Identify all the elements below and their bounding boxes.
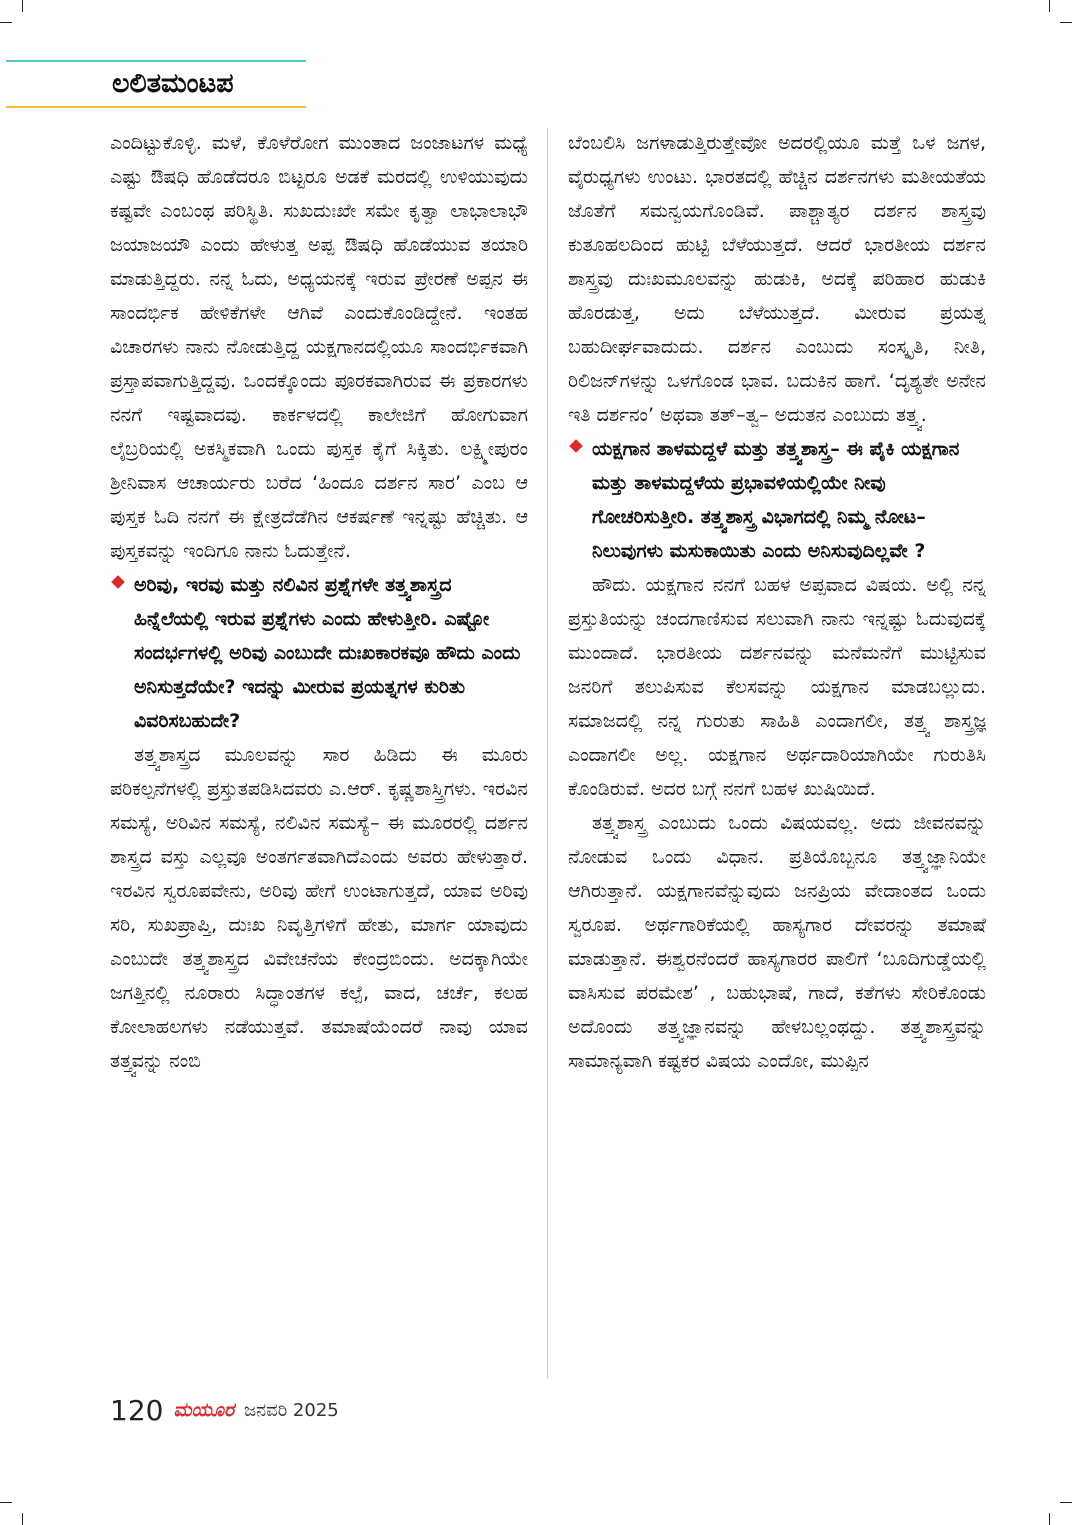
- header-accent-line-top: [6, 60, 306, 62]
- crop-mark: [0, 22, 12, 23]
- crop-mark: [0, 1502, 12, 1503]
- header-accent-line-bottom: [6, 106, 306, 108]
- crop-mark: [1049, 1513, 1050, 1525]
- red-diamond-icon: [111, 575, 125, 589]
- page-number: 120: [110, 1393, 164, 1427]
- question-text: ಯಕ್ಷಗಾನ ತಾಳಮದ್ದಳೆ ಮತ್ತು ತತ್ತ್ವಶಾಸ್ತ್ರ– ಈ ಪೈಕಿ ಯಕ್ಷಗಾನ ಮತ್ತು ತಾಳಮದ್ದಳೆಯ ಪ್ರಭಾವಳಿಯಲ್ಲಿಯೇ ನೀವು ಗೋಚರಿಸುತ್ತೀರಿ. ತತ್ತ್ವಶಾಸ್ತ್ರ ವಿಭಾಗದಲ್ಲಿ ನಿಮ್ಮ ನೋಟ– ನಿಲುವುಗಳು ಮಸುಕಾಯಿತು ಎಂದು ಅನಿಸುವುದಿಲ್ಲವೇ ?: [592, 438, 960, 562]
- question-text: ಅರಿವು, ಇರವು ಮತ್ತು ನಲಿವಿನ ಪ್ರಶ್ನೆಗಳೇ ತತ್ತ್ವಶಾಸ್ತ್ರದ ಹಿನ್ನೆಲೆಯಲ್ಲಿ ಇರುವ ಪ್ರಶ್ನೆಗಳು ಎಂದು ಹೇಳುತ್ತೀರಿ. ಎಷ್ಟೋ ಸಂದರ್ಭಗಳಲ್ಲಿ ಅರಿವು ಎಂಬುದೇ ದುಃಖಕಾರಕವೂ ಹೌದು ಎಂದು ಅನಿಸುತ್ತದೆಯೇ? ಇದನ್ನು ಮೀರುವ ಪ್ರಯತ್ನಗಳ ಕುರಿತು ವಿವರಿಸಬಹುದೇ?: [134, 574, 521, 732]
- article-paragraph: ಹೌದು. ಯಕ್ಷಗಾನ ನನಗೆ ಬಹಳ ಅಪ್ಪವಾದ ವಿಷಯ. ಅಲ್ಲಿ ನನ್ನ ಪ್ರಸ್ತುತಿಯನ್ನು ಚಂದಗಾಣಿಸುವ ಸಲುವಾಗಿ ನಾನು ಇನ್ನಷ್ಟು ಓದುವುದಕ್ಕೆ ಮುಂದಾದೆ. ಭಾರತೀಯ ದರ್ಶನವನ್ನು ಮನೆಮನೆಗೆ ಮುಟ್ಟಿಸುವ ಜನರಿಗೆ ತಲುಪಿಸುವ ಕೆಲಸವನ್ನು ಯಕ್ಷಗಾನ ಮಾಡಬಲ್ಲುದು. ಸಮಾಜದಲ್ಲಿ ನನ್ನ ಗುರುತು ಸಾಹಿತಿ ಎಂದಾಗಲೀ, ತತ್ತ್ವ ಶಾಸ್ತ್ರಜ್ಞ ಎಂದಾಗಲೀ ಅಲ್ಲ. ಯಕ್ಷಗಾನ ಅರ್ಥದಾರಿಯಾಗಿಯೇ ಗುರುತಿಸಿ ಕೊಂಡಿರುವೆ. ಅದರ ಬಗ್ಗೆ ನನಗೆ ಬಹಳ ಖುಷಿಯಿದೆ.: [568, 574, 986, 800]
- crop-mark: [1060, 1502, 1072, 1503]
- article-column-right: [568, 126, 986, 1384]
- article-paragraph: ಎಂದಿಟ್ಟುಕೊಳ್ಳಿ. ಮಳೆ, ಕೊಳೆರೋಗ ಮುಂತಾದ ಜಂಜಾಟಗಳ ಮಧ್ಯೆ ಎಷ್ಟು ಔಷಧಿ ಹೊಡೆದರೂ ಬಿಟ್ಟರೂ ಅಡಕೆ ಮರದಲ್ಲಿ ಉಳಿಯುವುದು ಕಷ್ಟವೇ ಎಂಬಂಥ ಪರಿಸ್ಥಿತಿ. ಸುಖದುಃಖೇ ಸಮೇ ಕೃತ್ವಾ ಲಾಭಾಲಾಭೌ ಜಯಾಜಯೌ ಎಂದು ಹೇಳುತ್ತ ಅಪ್ಪ ಔಷಧಿ ಹೊಡೆಯುವ ತಯಾರಿ ಮಾಡುತ್ತಿದ್ದರು. ನನ್ನ ಓದು, ಅಧ್ಯಯನಕ್ಕೆ ಇರುವ ಪ್ರೇರಣೆ ಅಪ್ಪನ ಈ ಸಾಂದರ್ಭಿಕ ಹೇಳಿಕೆಗಳೇ ಆಗಿವೆ ಎಂದುಕೊಂಡಿದ್ದೇನೆ. ಇಂತಹ ವಿಚಾರಗಳು ನಾನು ನೋಡುತ್ತಿದ್ದ ಯಕ್ಷಗಾನದಲ್ಲಿಯೂ ಸಾಂದರ್ಭಿಕವಾಗಿ ಪ್ರಸ್ತಾಪವಾಗುತ್ತಿದ್ದವು. ಒಂದಕ್ಕೊಂದು ಪೂರಕವಾಗಿರುವ ಈ ಪ್ರಕಾರಗಳು ನನಗೆ ಇಷ್ಟವಾದವು. ಕಾರ್ಕಳದಲ್ಲಿ ಕಾಲೇಜಿಗೆ ಹೋಗುವಾಗ ಲೈಬ್ರರಿಯಲ್ಲಿ ಅಕಸ್ಮಿಕವಾಗಿ ಒಂದು ಪುಸ್ತಕ ಕೈಗೆ ಸಿಕ್ಕಿತು. ಲಕ್ಷ್ಮೀಪುರಂ ಶ್ರೀನಿವಾಸ ಆಚಾರ್ಯರು ಬರೆದ ‘ಹಿಂದೂ ದರ್ಶನ ಸಾರ’ ಎಂಬ ಆ ಪುಸ್ತಕ ಓದಿ ನನಗೆ ಈ ಕ್ಷೇತ್ರದೆಡೆಗಿನ ಆಕರ್ಷಣೆ ಇನ್ನಷ್ಟು ಹೆಚ್ಚಿತು. ಆ ಪುಸ್ತಕವನ್ನು ಇಂದಿಗೂ ನಾನು ಓದುತ್ತೇನೆ.: [110, 132, 528, 562]
- interview-question: [568, 432, 986, 568]
- magazine-logo: ಮಯೂರ: [173, 1399, 235, 1421]
- section-title: ಲಲಿತಮಂಟಪ: [112, 68, 234, 99]
- red-diamond-icon: [569, 439, 583, 453]
- interview-question: [110, 568, 528, 738]
- crop-mark: [22, 1513, 23, 1525]
- issue-date: ಜನವರಿ 2025: [244, 1399, 339, 1421]
- article-paragraph: ತತ್ತ್ವಶಾಸ್ತ್ರ ಎಂಬುದು ಒಂದು ವಿಷಯವಲ್ಲ. ಅದು ಜೀವನವನ್ನು ನೋಡುವ ಒಂದು ವಿಧಾನ. ಪ್ರತಿಯೊಬ್ಬನೂ ತತ್ತ್ವಜ್ಞಾನಿಯೇ ಆಗಿರುತ್ತಾನೆ. ಯಕ್ಷಗಾನವೆನ್ನುವುದು ಜನಪ್ರಿಯ ವೇದಾಂತದ ಒಂದು ಸ್ವರೂಪ. ಅರ್ಥಗಾರಿಕೆಯಲ್ಲಿ ಹಾಸ್ಯಗಾರ ದೇವರನ್ನು ತಮಾಷೆ ಮಾಡುತ್ತಾನೆ. ಈಶ್ವರನೆಂದರೆ ಹಾಸ್ಯಗಾರರ ಪಾಲಿಗೆ ‘ಬೂದಿಗುಡ್ಡೆಯಲ್ಲಿ ವಾಸಿಸುವ ಪರಮೇಶ’ , ಬಹುಭಾಷೆ, ಗಾದೆ, ಕತೆಗಳು ಸೇರಿಕೊಂಡು ಅದೊಂದು ತತ್ತ್ವಜ್ಞಾನವನ್ನು ಹೇಳಬಲ್ಲಂಥದ್ದು. ತತ್ತ್ವಶಾಸ್ತ್ರವನ್ನು ಸಾಮಾನ್ಯವಾಗಿ ಕಷ್ಟಕರ ವಿಷಯ ಎಂದೋ, ಮುಪ್ಪಿನ: [568, 812, 986, 1072]
- page-footer: [110, 1392, 339, 1428]
- crop-mark: [1060, 22, 1072, 23]
- article-paragraph: ಬೆಂಬಲಿಸಿ ಜಗಳಾಡುತ್ತಿರುತ್ತೇವೋ ಅದರಲ್ಲಿಯೂ ಮತ್ತೆ ಒಳ ಜಗಳ, ವೈರುಧ್ಯಗಳು ಉಂಟು. ಭಾರತದಲ್ಲಿ ಹೆಚ್ಚಿನ ದರ್ಶನಗಳು ಮತೀಯತೆಯ ಜೊತೆಗೆ ಸಮನ್ವಯಗೊಂಡಿವೆ. ಪಾಶ್ಚಾತ್ಯರ ದರ್ಶನ ಶಾಸ್ತ್ರವು ಕುತೂಹಲದಿಂದ ಹುಟ್ಟಿ ಬೆಳೆಯುತ್ತದೆ. ಆದರೆ ಭಾರತೀಯ ದರ್ಶನ ಶಾಸ್ತ್ರವು ದುಃಖಮೂಲವನ್ನು ಹುಡುಕಿ, ಅದಕ್ಕೆ ಪರಿಹಾರ ಹುಡುಕಿ ಹೊರಡುತ್ತ, ಅದು ಬೆಳೆಯುತ್ತದೆ. ಮೀರುವ ಪ್ರಯತ್ನ ಬಹುದೀರ್ಘವಾದುದು. ದರ್ಶನ ಎಂಬುದು ಸಂಸ್ಕೃತಿ, ನೀತಿ, ರಿಲಿಜನ್‌ಗಳನ್ನು ಒಳಗೊಂಡ ಭಾವ. ಬದುಕಿನ ಹಾಗೆ. ‘ದೃಶ್ಯತೇ ಅನೇನ ಇತಿ ದರ್ಶನಂ’ ಅಥವಾ ತತ್–ತ್ವ– ಅದುತನ ಎಂಬುದು ತತ್ತ್ವ.: [568, 132, 986, 426]
- article-paragraph: ತತ್ತ್ವಶಾಸ್ತ್ರದ ಮೂಲವನ್ನು ಸಾರ ಹಿಡಿದು ಈ ಮೂರು ಪರಿಕಲ್ಪನೆಗಳಲ್ಲಿ ಪ್ರಸ್ತುತಪಡಿಸಿದವರು ಎ.ಆರ್. ಕೃಷ್ಣಶಾಸ್ತ್ರಿಗಳು. ಇರವಿನ ಸಮಸ್ಯೆ, ಅರಿವಿನ ಸಮಸ್ಯೆ, ನಲಿವಿನ ಸಮಸ್ಯೆ– ಈ ಮೂರರಲ್ಲಿ ದರ್ಶನ ಶಾಸ್ತ್ರದ ವಸ್ತು ಎಲ್ಲವೂ ಅಂತರ್ಗತವಾಗಿದೆಎಂದು ಅವರು ಹೇಳುತ್ತಾರೆ. ಇರವಿನ ಸ್ವರೂಪವೇನು, ಅರಿವು ಹೇಗೆ ಉಂಟಾಗುತ್ತದೆ, ಯಾವ ಅರಿವು ಸರಿ, ಸುಖಪ್ರಾಪ್ತಿ, ದುಃಖ ನಿವೃತ್ತಿಗಳಿಗೆ ಹೇತು, ಮಾರ್ಗ ಯಾವುದು ಎಂಬುದೇ ತತ್ತ್ವಶಾಸ್ತ್ರದ ವಿವೇಚನೆಯ ಕೇಂದ್ರಬಿಂದು. ಅದಕ್ಕಾಗಿಯೇ ಜಗತ್ತಿನಲ್ಲಿ ನೂರಾರು ಸಿದ್ಧಾಂತಗಳ ಕಲ್ಪೆ, ವಾದ, ಚರ್ಚೆ, ಕಲಹ ಕೋಲಾಹಲಗಳು ನಡೆಯುತ್ತವೆ. ತಮಾಷೆಯೆಂದರೆ ನಾವು ಯಾವ ತತ್ತ್ವವನ್ನು ನಂಬಿ: [110, 744, 528, 1072]
- crop-mark: [22, 0, 23, 12]
- column-divider: [547, 128, 548, 1378]
- article-column-left: [110, 126, 528, 1384]
- crop-mark: [1049, 0, 1050, 12]
